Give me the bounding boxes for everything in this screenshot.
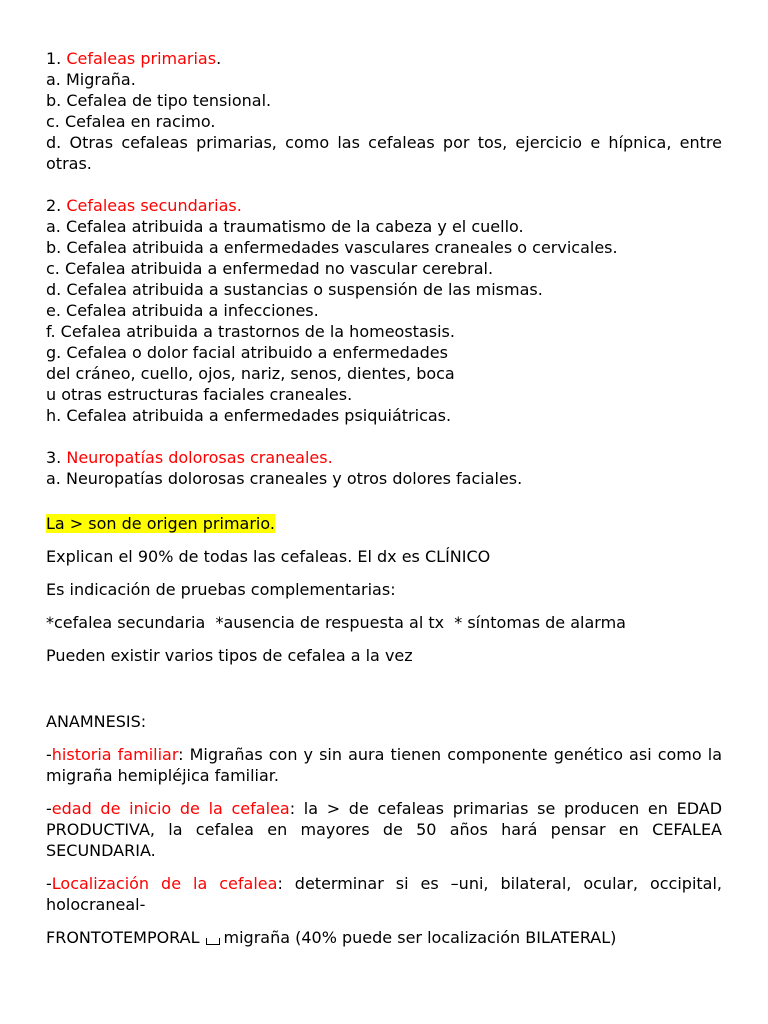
section-title: Cefaleas secundarias.: [66, 196, 242, 215]
anamnesis-label: edad de inicio de la cefalea: [51, 799, 290, 818]
spacer: [46, 489, 722, 513]
list-item: del cráneo, cuello, ojos, nariz, senos, dientes, boca: [46, 364, 455, 383]
list-item: d. Cefalea atribuida a sustancias o suspensión de las mismas.: [46, 280, 543, 299]
note-paragraph: Explican el 90% de todas las cefaleas. El dx es CLÍNICO: [46, 547, 491, 566]
list-item: e. Cefalea atribuida a infecciones.: [46, 301, 319, 320]
anamnesis-label: Localización de la cefalea: [51, 874, 278, 893]
list-item: a. Migraña.: [46, 70, 136, 89]
list-item: c. Cefalea atribuida a enfermedad no vascular cerebral.: [46, 259, 494, 278]
localization-line: [46, 927, 722, 948]
localization-left: FRONTOTEMPORAL: [46, 928, 200, 947]
section-primary: [46, 48, 722, 174]
anamnesis-item: [46, 798, 722, 861]
arrow-icon: [206, 938, 220, 945]
section-title-suffix: .: [216, 49, 222, 68]
list-item: b. Cefalea atribuida a enfermedades vasculares craneales o cervicales.: [46, 238, 618, 257]
section-number: 1.: [46, 49, 67, 68]
section-number: 3.: [46, 448, 67, 467]
anamnesis-text: : Migrañas con y sin aura tienen componente genético asi como la migraña hemipléjica familiar.: [46, 745, 723, 785]
item-dash: -: [46, 799, 52, 818]
anamnesis-item: [46, 744, 722, 786]
section-heading: [46, 447, 722, 468]
list-item: a. Neuropatías dolorosas craneales y otros dolores faciales.: [46, 469, 523, 488]
list-item: d. Otras cefaleas primarias, como las cefaleas por tos, ejercicio e hípnica, entre otras.: [46, 133, 722, 173]
list-item: u otras estructuras faciales craneales.: [46, 385, 353, 404]
note-paragraph: Pueden existir varios tipos de cefalea a la vez: [46, 646, 413, 665]
spacer: [46, 426, 722, 447]
note-paragraph: *cefalea secundaria *ausencia de respuesta al tx * síntomas de alarma: [46, 613, 626, 632]
item-dash: -: [46, 745, 52, 764]
spacer: [46, 666, 722, 711]
highlight-note: [46, 513, 722, 534]
item-dash: -: [46, 874, 52, 893]
anamnesis-text: : la > de cefaleas primarias se producen en EDAD PRODUCTIVA, la cefalea en mayores de 50 años hará pensar en CEFALEA SECUNDARIA.: [46, 799, 723, 860]
list-item: c. Cefalea en racimo.: [46, 112, 216, 131]
section-neuropathies: [46, 447, 722, 489]
anamnesis-heading: ANAMNESIS:: [46, 712, 147, 731]
list-item: h. Cefalea atribuida a enfermedades psiquiátricas.: [46, 406, 452, 425]
list-item: g. Cefalea o dolor facial atribuido a enfermedades: [46, 343, 448, 362]
highlight-text: La > son de origen primario.: [46, 514, 275, 533]
localization-right: migraña (40% puede ser localización BILATERAL): [223, 928, 617, 947]
document-page: [46, 48, 722, 948]
list-item: b. Cefalea de tipo tensional.: [46, 91, 272, 110]
spacer: [46, 174, 722, 195]
section-title: Cefaleas primarias: [66, 49, 217, 68]
list-item: f. Cefalea atribuida a trastornos de la homeostasis.: [46, 322, 455, 341]
section-title: Neuropatías dolorosas craneales.: [66, 448, 333, 467]
section-heading: [46, 48, 722, 69]
section-secondary: [46, 195, 722, 426]
list-item: a. Cefalea atribuida a traumatismo de la cabeza y el cuello.: [46, 217, 524, 236]
section-heading: [46, 195, 722, 216]
anamnesis-label: historia familiar: [51, 745, 179, 764]
anamnesis-item: [46, 873, 722, 915]
anamnesis-text: : determinar si es –uni, bilateral, ocular, occipital, holocraneal-: [46, 874, 723, 914]
note-paragraph: Es indicación de pruebas complementarias:: [46, 580, 396, 599]
section-number: 2.: [46, 196, 67, 215]
